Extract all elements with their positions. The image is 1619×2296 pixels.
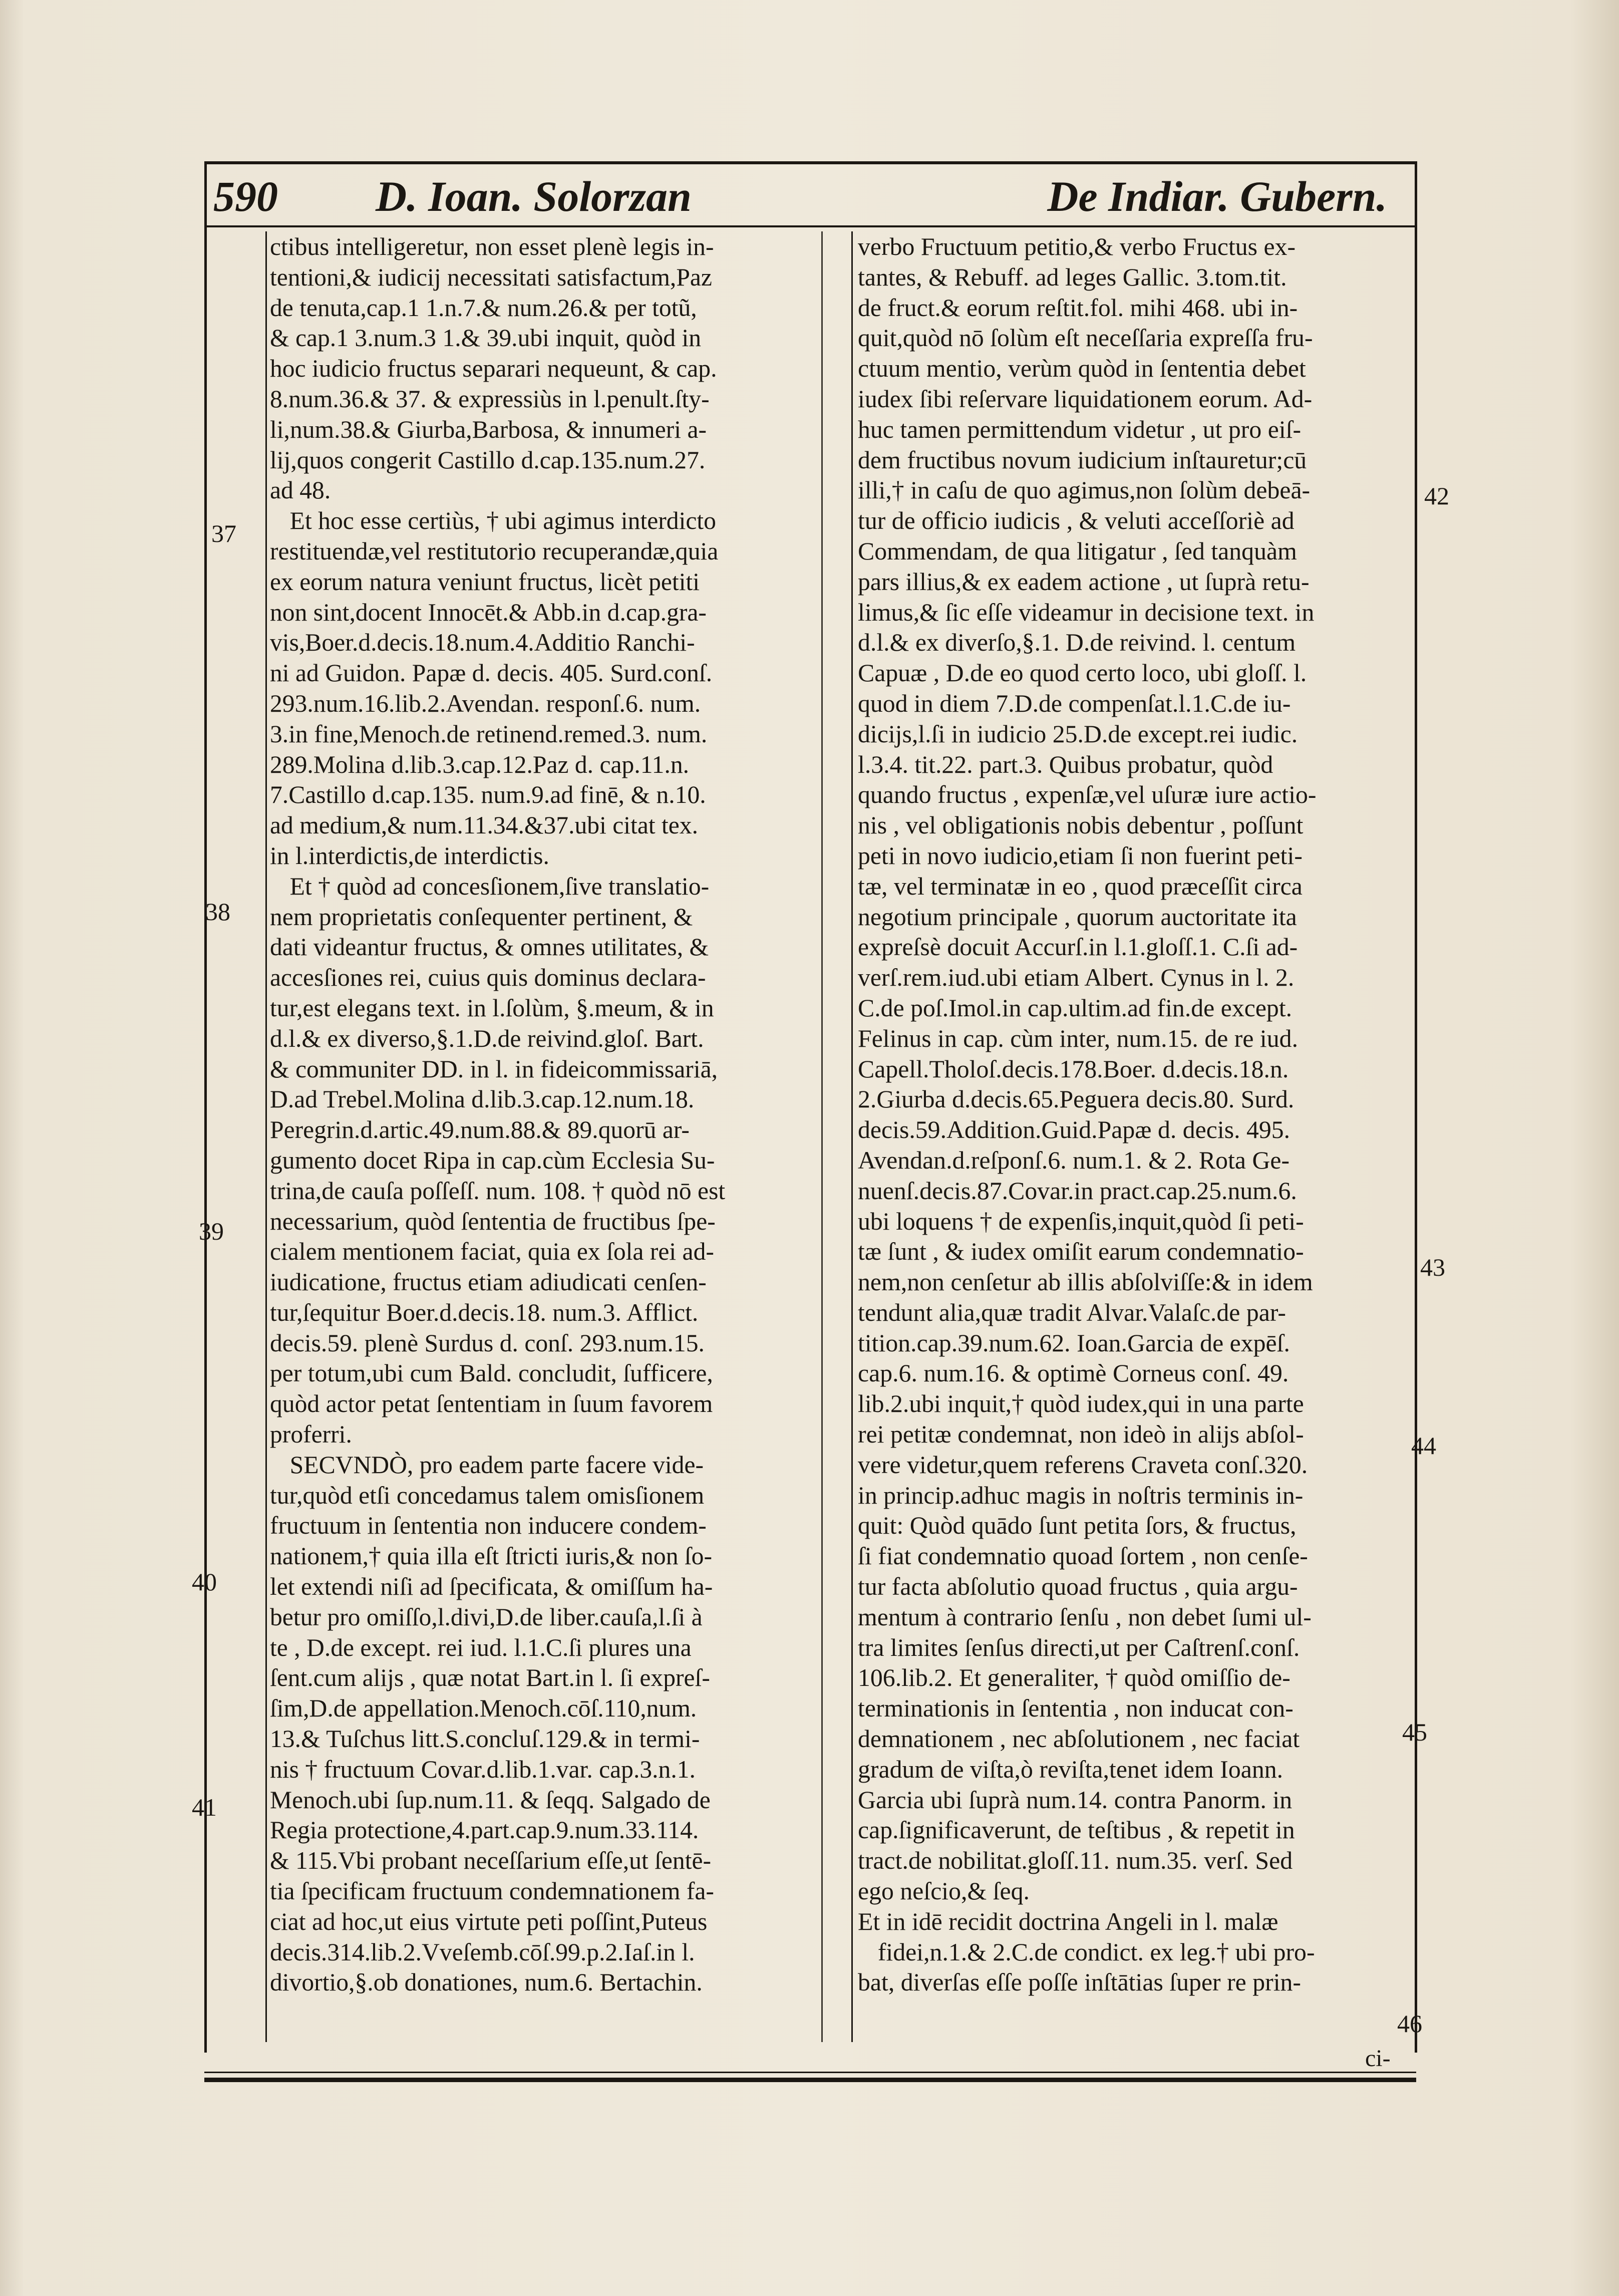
right-text-column — [851, 231, 1404, 2042]
text-line: fructuum in ſententia non inducere condem- — [270, 1511, 707, 1540]
text-line: gradum de viſta,ò reviſta,tenet idem Ioann. — [858, 1755, 1283, 1783]
margin-number: 43 — [1420, 1253, 1445, 1281]
text-line: Peregrin.d.artic.49.num.88.& 89.quorū ar- — [270, 1115, 690, 1144]
text-line: verſ.rem.iud.ubi etiam Albert. Cynus in l. 2. — [858, 963, 1294, 992]
text-line: & cap.1 3.num.3 1.& 39.ubi inquit, quòd in — [270, 324, 702, 352]
text-line: ſi fiat condemnatio quoad ſortem , non cenſe- — [858, 1542, 1308, 1570]
text-line: 13.& Tuſchus litt.S.concluſ.129.& in termi- — [270, 1725, 700, 1753]
text-line: fidei,n.1.& 2.C.de condict. ex leg.† ubi pro- — [877, 1937, 1315, 1966]
margin-number: 38 — [205, 898, 230, 926]
text-line: de tenuta,cap.1 1.n.7.& num.26.& per totũ, — [270, 293, 697, 322]
text-line: lib.2.ubi inquit,† quòd iudex,qui in una parte — [858, 1389, 1304, 1418]
text-line: pars illius,& ex eadem actione , ut ſuprà retu- — [858, 567, 1310, 596]
bottom-rule-thick — [204, 2078, 1416, 2082]
text-line: 8.num.36.& 37. & expressiùs in l.penult.ſty- — [270, 384, 710, 413]
text-line: ubi loquens † de expenſis,inquit,quòd ſi peti- — [858, 1207, 1304, 1235]
text-line: accesſiones rei, cuius quis dominus declara- — [270, 963, 706, 992]
text-line: ſim,D.de appellation.Menoch.cōſ.110,num. — [270, 1694, 697, 1723]
text-line: ctuum mentio, verùm quòd in ſententia debet — [858, 354, 1306, 383]
text-line: quòd actor petat ſententiam in ſuum favorem — [270, 1389, 713, 1418]
margin-number: 42 — [1424, 482, 1449, 510]
text-line: demnationem , nec abſolutionem , nec faciat — [858, 1725, 1300, 1753]
text-line: Menoch.ubi ſup.num.11. & ſeqq. Salgado de — [270, 1785, 711, 1814]
text-line: tra limites ſenſus directi,ut per Caſtrenſ.conſ. — [858, 1633, 1300, 1661]
text-line: proferri. — [270, 1420, 352, 1449]
margin-number: 39 — [199, 1217, 224, 1245]
text-line: ni ad Guidon. Papæ d. decis. 405. Surd.conſ. — [270, 659, 713, 687]
page-number: 590 — [213, 172, 278, 220]
text-line: Et in idē recidit doctrina Angeli in l. malæ — [858, 1907, 1278, 1935]
text-line: cialem mentionem faciat, quia ex ſola rei ad- — [270, 1237, 714, 1266]
text-line: let extendi niſi ad ſpecificata, & omiſſum ha- — [270, 1572, 713, 1601]
text-line: tantes, & Rebuff. ad leges Gallic. 3.tom.tit. — [858, 262, 1287, 291]
text-line: Commendam, de qua litigatur , ſed tanquàm — [858, 536, 1297, 565]
text-line: 106.lib.2. Et generaliter, † quòd omiſſio de- — [858, 1663, 1290, 1692]
running-title: De Indiar. Gubern. — [1047, 172, 1387, 220]
text-line: l.3.4. tit.22. part.3. Quibus probatur, quòd — [858, 750, 1273, 778]
text-line: d.l.& ex diverso,§.1.D.de reivind.gloſ. Bart. — [270, 1024, 704, 1052]
text-line: tur facta abſolutio quoad fructus , quia argu- — [858, 1572, 1298, 1601]
text-line: bat, diverſas eſſe poſſe inſtātias ſuper re prin- — [858, 1968, 1302, 1996]
text-line: peti in novo iudicio,etiam ſi non fuerint peti- — [858, 841, 1303, 870]
text-line: illi,† in caſu de quo agimus,non ſolùm debeā- — [858, 476, 1311, 504]
text-line: non sint,docent Innocēt.& Abb.in d.cap.gra- — [270, 598, 707, 626]
text-line: iudex ſibi reſervare liquidationem eorum. Ad- — [858, 384, 1313, 413]
text-line: verbo Fructuum petitio,& verbo Fructus ex- — [858, 232, 1296, 260]
text-line: D.ad Trebel.Molina d.lib.3.cap.12.num.18. — [270, 1085, 695, 1113]
left-text-column — [265, 231, 803, 2042]
text-line: 293.num.16.lib.2.Avendan. responſ.6. num. — [270, 689, 701, 717]
text-line: iudicatione, fructus etiam adiudicati cenſen- — [270, 1268, 707, 1296]
text-line: tur,est elegans text. in l.ſolùm, §.meum, & in — [270, 993, 714, 1022]
text-line: tur de officio iudicis , & veluti acceſſoriè ad — [858, 506, 1294, 535]
text-line: quando fructus , expenſæ,vel uſuræ iure actio- — [858, 780, 1317, 809]
text-line: divortio,§.ob donationes, num.6. Bertachin. — [270, 1968, 703, 1996]
text-line: quod in diem 7.D.de compenſat.l.1.C.de iu- — [858, 689, 1291, 717]
margin-number: 46 — [1397, 2010, 1422, 2038]
text-line: Capuæ , D.de eo quod certo loco, ubi gloſſ. l. — [858, 659, 1307, 687]
text-line: ad medium,& num.11.34.&37.ubi citat tex. — [270, 811, 699, 839]
text-line: ego neſcio,& ſeq. — [858, 1877, 1030, 1905]
text-line: ad 48. — [270, 476, 331, 504]
margin-number: 37 — [211, 519, 236, 547]
text-line: expreſsè docuit Accurſ.in l.1.gloſſ.1. C.ſi ad- — [858, 933, 1298, 961]
text-line: Garcia ubi ſuprà num.14. contra Panorm. in — [858, 1785, 1292, 1814]
text-line: decis.314.lib.2.Vveſemb.cōſ.99.p.2.Iaſ.in l. — [270, 1937, 695, 1966]
text-line: ctibus intelligeretur, non esset plenè legis in- — [270, 232, 714, 260]
text-line: restituendæ,vel restitutorio recuperandæ,quia — [270, 536, 719, 565]
bottom-rule-thin — [204, 2072, 1416, 2073]
text-line: & communiter DD. in l. in fideicommissariā, — [270, 1054, 718, 1083]
text-line: nuenſ.decis.87.Covar.in pract.cap.25.num.6. — [858, 1176, 1297, 1205]
text-line: vis,Boer.d.decis.18.num.4.Additio Ranchi- — [270, 628, 695, 657]
text-line: trina,de cauſa poſſeſſ. num. 108. † quòd nō est — [270, 1176, 726, 1205]
text-line: 3.in fine,Menoch.de retinend.remed.3. num. — [270, 719, 708, 748]
text-line: mentum à contrario ſenſu , non debet ſumi ul- — [858, 1602, 1312, 1631]
margin-number: 41 — [192, 1793, 217, 1821]
text-line: dem fructibus novum iudicium inſtauretur;cū — [858, 445, 1307, 474]
text-line: ciat ad hoc,ut eius virtute peti poſſint,Puteus — [270, 1907, 708, 1935]
text-line: terminationis in ſententia , non inducat con- — [858, 1694, 1293, 1723]
margin-number: 40 — [192, 1568, 217, 1596]
text-line: nis , vel obligationis nobis debentur , poſſunt — [858, 811, 1304, 839]
text-line: Avendan.d.reſponſ.6. num.1. & 2. Rota Ge- — [858, 1145, 1290, 1174]
text-line: huc tamen permittendum videtur , ut pro eiſ- — [858, 415, 1302, 443]
text-line: ſent.cum alijs , quæ notat Bart.in l. ſi expreſ- — [270, 1663, 710, 1692]
text-line: Capell.Tholoſ.decis.178.Boer. d.decis.18.n. — [858, 1054, 1289, 1083]
text-line: nis † fructuum Covar.d.lib.1.var. cap.3.n.1. — [270, 1755, 696, 1783]
text-line: in princip.adhuc magis in noſtris terminis in- — [858, 1481, 1304, 1509]
margin-number: 45 — [1402, 1718, 1427, 1746]
text-line: rei petitæ condemnat, non ideò in alijs abſol- — [858, 1420, 1304, 1449]
text-line: C.de poſ.Imol.in cap.ultim.ad fin.de except. — [858, 993, 1292, 1022]
text-line: limus,& ſic eſſe videamur in decisione text. in — [858, 598, 1315, 626]
text-line: dati videantur fructus, & omnes utilitates, & — [270, 933, 709, 961]
text-line: Felinus in cap. cùm inter, num.15. de re iud. — [858, 1024, 1299, 1052]
text-line: tia ſpecificam fructuum condemnationem fa- — [270, 1877, 714, 1905]
text-line: tæ, vel terminatæ in eo , quod præceſſit circa — [858, 872, 1303, 900]
text-line: Et hoc esse certiùs, † ubi agimus interdicto — [289, 506, 716, 535]
text-line: 2.Giurba d.decis.65.Peguera decis.80. Surd. — [858, 1085, 1294, 1113]
text-line: tur,quòd etſi concedamus talem omisſionem — [270, 1481, 705, 1509]
text-line: tract.de nobilitat.gloſſ.11. num.35. verſ. Sed — [858, 1846, 1293, 1875]
text-line: nationem,† quia illa eſt ſtricti iuris,& non ſo- — [270, 1542, 713, 1570]
text-line: tition.cap.39.num.62. Ioan.Garcia de expēſ. — [858, 1328, 1290, 1357]
catchword: ci- — [1365, 2045, 1391, 2072]
text-line: li,num.38.& Giurba,Barbosa, & innumeri a- — [270, 415, 707, 443]
text-line: lij,quos congerit Castillo d.cap.135.num.27. — [270, 445, 706, 474]
text-line: vere videtur,quem referens Craveta conſ.320. — [858, 1450, 1308, 1479]
margin-number: 44 — [1411, 1431, 1436, 1460]
running-header — [210, 166, 1407, 226]
text-line: tæ ſunt , & iudex omiſit earum condemnatio- — [858, 1237, 1304, 1266]
text-line: tur,ſequitur Boer.d.decis.18. num.3. Afflict. — [270, 1298, 699, 1326]
text-line: de fruct.& eorum reſtit.fol. mihi 468. ubi in- — [858, 293, 1298, 322]
text-line: cap.ſignificaverunt, de teſtibus , & repetit in — [858, 1816, 1295, 1844]
text-line: decis.59. plenè Surdus d. conſ. 293.num.15. — [270, 1328, 705, 1357]
text-line: nem proprietatis conſequenter pertinent, & — [270, 902, 693, 931]
text-line: & 115.Vbi probant neceſſarium eſſe,ut ſentē- — [270, 1846, 712, 1875]
text-line: nem,non cenſetur ab illis abſolviſſe:& in idem — [858, 1268, 1313, 1296]
text-line: SECVNDÒ, pro eadem parte facere vide- — [289, 1450, 704, 1479]
text-line: necessarium, quòd ſententia de fructibus ſpe- — [270, 1207, 716, 1235]
text-line: tentioni,& iudicij necessitati satisfactum,Paz — [270, 262, 712, 291]
text-line: Et † quòd ad concesſionem,ſive translatio- — [289, 872, 710, 900]
text-line: hoc iudicio fructus separari nequeunt, & cap. — [270, 354, 717, 383]
text-line: gumento docet Ripa in cap.cùm Ecclesia Su- — [270, 1145, 715, 1174]
text-line: in l.interdictis,de interdictis. — [270, 841, 549, 870]
text-line: d.l.& ex diverſo,§.1. D.de reivind. l. centum — [858, 628, 1296, 657]
text-line: quit: Quòd quādo ſunt petita ſors, & fructus, — [858, 1511, 1297, 1540]
text-line: quit,quòd nō ſolùm eſt neceſſaria expreſſa fru- — [858, 324, 1313, 352]
text-line: ex eorum natura veniunt fructus, licèt petiti — [270, 567, 700, 596]
text-line: 289.Molina d.lib.3.cap.12.Paz d. cap.11.n. — [270, 750, 690, 778]
text-line: tendunt alia,quæ tradit Alvar.Valaſc.de par- — [858, 1298, 1286, 1326]
text-line: decis.59.Addition.Guid.Papæ d. decis. 495. — [858, 1115, 1290, 1144]
text-line: dicijs,l.ſi in iudicio 25.D.de except.rei iudic. — [858, 719, 1298, 748]
text-line: cap.6. num.16. & optimè Corneus conſ. 49. — [858, 1359, 1289, 1387]
text-line: betur pro omiſſo,l.divi,D.de liber.cauſa,l.ſi à — [270, 1602, 703, 1631]
text-line: negotium principale , quorum auctoritate ita — [858, 902, 1297, 931]
text-line: 7.Castillo d.cap.135. num.9.ad finē, & n.10. — [270, 780, 706, 809]
text-line: te , D.de except. rei iud. l.1.C.ſi plures una — [270, 1633, 692, 1661]
text-line: Regia protectione,4.part.cap.9.num.33.114. — [270, 1816, 699, 1844]
column-divider — [821, 231, 823, 2042]
running-author: D. Ioan. Solorzan — [376, 172, 692, 220]
text-line: per totum,ubi cum Bald. concludit, ſufficere, — [270, 1359, 713, 1387]
